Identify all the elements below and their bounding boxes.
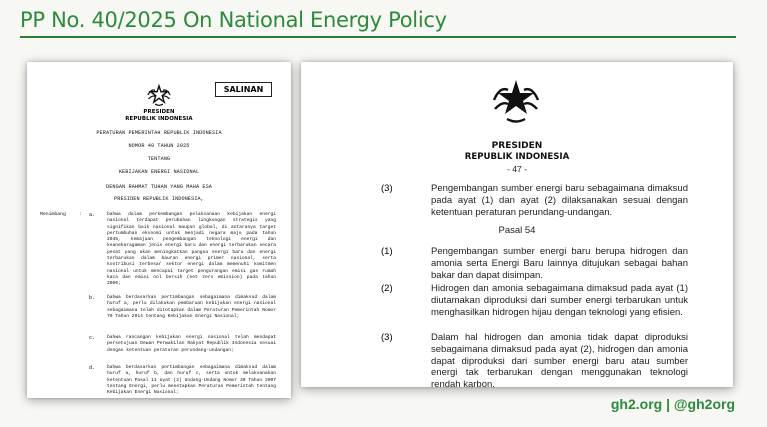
page-number: - 47 - bbox=[506, 164, 528, 174]
considering-item: bahwa dalam perkembangan pelaksanaan kebijakan energi nasional terdapat perubahan lingkungan strategis yang signifikan baik nasional maupun global, di antaranya target pertumbuhan ekonomi untuk menjadi negara maju pada tahun 2045, kemajuan pengembangan teknologi energi dan keanekaragaman jenis energi baru dan energi terbarukan secara pesat yang akan meningkatkan pangsa energi baru dan energi terbarukan dalam bauran energi primer nasional, serta kontribusi terbesar sektor energi dalam memenuhi komitmen nasional untuk mencapai target pengurangan emisi gas rumah kaca dan emisi nol bersih (net zero emission) pada tahun 2060; bbox=[107, 212, 276, 287]
grace-line: DENGAN RAHMAT TUHAN YANG MAHA ESA bbox=[105, 184, 213, 190]
emblem-line-1: PRESIDEN bbox=[143, 109, 175, 115]
paragraph-number: (3) bbox=[381, 332, 393, 343]
garuda-emblem-icon bbox=[490, 76, 542, 124]
item-mark: a. bbox=[89, 212, 96, 218]
regulation-title: PERATURAN PEMERINTAH REPUBLIK INDONESIA bbox=[96, 130, 222, 136]
item-mark: c. bbox=[89, 335, 96, 341]
considering-item: bahwa berdasarkan pertimbangan sebagaimana dimaksud dalam huruf a, perlu dilakukan pembaruan kebijakan energi nasional sebagaimana telah ditetapkan dalam Peraturan Pemerintah Nomor 79 Tahun 2014 tentang Kebijakan Energi Nasional; bbox=[107, 295, 276, 319]
pasal-heading: Pasal 54 bbox=[498, 225, 536, 236]
regulation-subject: KEBIJAKAN ENERGI NASIONAL bbox=[118, 169, 200, 175]
footer-credit: gh2.org | @gh2org bbox=[610, 396, 735, 412]
document-page-1 bbox=[27, 62, 291, 398]
regulation-number: NOMOR 40 TAHUN 2025 bbox=[128, 143, 190, 149]
emblem-line-1: PRESIDEN bbox=[491, 141, 543, 151]
title-divider bbox=[20, 36, 736, 38]
paragraph-text: Hidrogen dan amonia sebagaimana dimaksud pada ayat (1) diutamakan diproduksi dari sumber energi terbarukan untuk menghasilkan hidrogen hijau dengan teknologi yang efisien. bbox=[431, 283, 688, 318]
item-mark: b. bbox=[89, 295, 96, 301]
paragraph-number: (3) bbox=[381, 183, 393, 194]
considering-label: Menimbang bbox=[40, 212, 66, 217]
paragraph-text: Dalam hal hidrogen dan amonia tidak dapat diproduksi sebagaimana dimaksud pada ayat (2), hidrogen dan amonia dapat diproduksi dari sumber energi baru atau sumber energi tak terbarukan dengan menggunakan teknologi rendah karbon. bbox=[431, 332, 688, 391]
paragraph-text: Pengembangan sumber energi baru sebagaimana dimaksud pada ayat (1) dan ayat (2) dilaksanakan sesuai dengan ketentuan peraturan perundang-undangan. bbox=[431, 183, 688, 218]
paragraph-number: (2) bbox=[381, 283, 393, 294]
document-page-2 bbox=[301, 62, 733, 391]
emblem-line-2: REPUBLIK INDONESIA bbox=[464, 152, 570, 162]
garuda-emblem-icon bbox=[146, 82, 172, 108]
paragraph-number: (1) bbox=[381, 246, 393, 257]
page-title: PP No. 40/2025 On National Energy Policy bbox=[20, 8, 447, 32]
item-mark: d. bbox=[89, 365, 96, 371]
considering-item: bahwa rancangan kebijakan energi nasional telah mendapat persetujuan Dewan Perwakilan Rakyat Republik Indonesia sesuai dengan ketentuan peraturan perundang-undangan; bbox=[107, 335, 276, 353]
considering-colon: : bbox=[79, 212, 82, 217]
president-line: PRESIDEN REPUBLIK INDONESIA, bbox=[114, 196, 204, 202]
paragraph-text: Pengembangan sumber energi baru berupa hidrogen dan amonia serta Energi Baru lainnya ditujukan sebagai bahan bakar dan dapat disimpan. bbox=[431, 246, 688, 281]
salinan-stamp: SALINAN bbox=[215, 82, 272, 97]
regulation-about: TENTANG bbox=[147, 156, 171, 162]
emblem-line-2: REPUBLIK INDONESIA bbox=[125, 116, 193, 122]
considering-item: bahwa berdasarkan pertimbangan sebagaimana dimaksud dalam huruf a, huruf b, dan huruf c, serta untuk melaksanakan ketentuan Pasal 11 ayat (2) Undang-Undang Nomor 30 Tahun 2007 tentang Energi, perlu menetapkan Peraturan Pemerintah tentang Kebijakan Energi Nasional; bbox=[107, 365, 276, 396]
